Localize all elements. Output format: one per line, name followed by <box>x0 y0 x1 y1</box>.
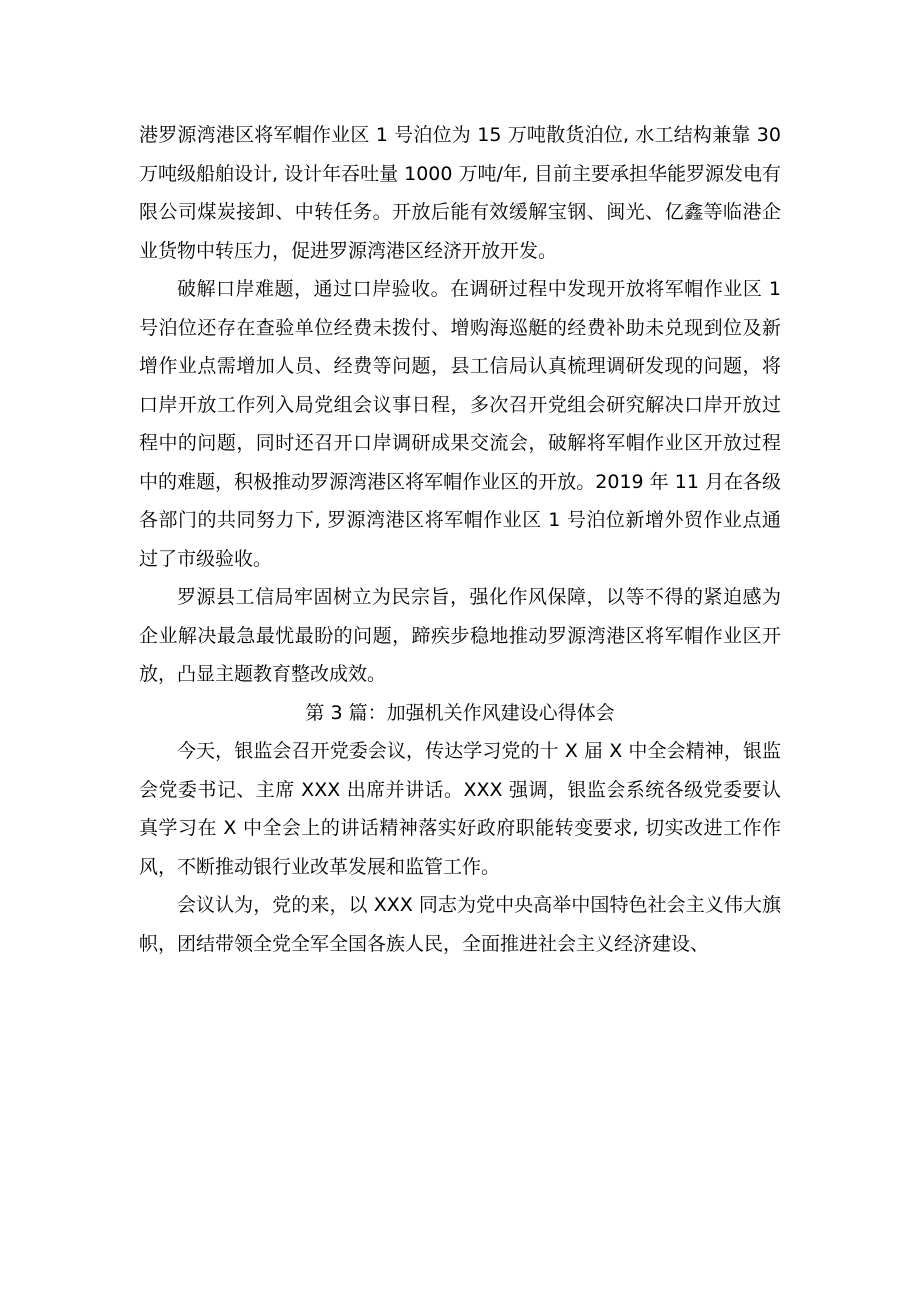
section-heading: 第 3 篇：加强机关作风建设心得体会 <box>305 701 615 724</box>
paragraph-meeting: 今天，银监会召开党委会议，传达学习党的十 X 届 X 中全会精神，银监会党委书记、主席 XXX 出席并讲话。XXX 强调，银监会系统各级党委要认真学习在 X 中全会上的讲话精神落实好政府职能转变要求, 切实改进工作作风，不断推动银行业改革发展和监管工作。 <box>139 740 781 878</box>
paragraph-work-style: 罗源县工信局牢固树立为民宗旨，强化作风保障，以等不得的紧迫感为企业解决最急最忧最盼的问题，蹄疾步稳地推动罗源湾港区将军帽作业区开放，凸显主题教育整改成效。 <box>139 586 781 685</box>
paragraph-port-overview: 港罗源湾港区将军帽作业区 1 号泊位为 15 万吨散货泊位, 水工结构兼靠 30 万吨级船舶设计, 设计年吞吐量 1000 万吨/年, 目前主要承担华能罗源发电有限公司煤炭接卸、中转任务。开放后能有效缓解宝钢、闽光、亿鑫等临港企业货物中转压力，促进罗源湾港区经济开放开发。 <box>139 124 781 262</box>
paragraph-port-acceptance: 破解口岸难题，通过口岸验收。在调研过程中发现开放将军帽作业区 1 号泊位还存在查验单位经费未拨付、增购海巡艇的经费补助未兑现到位及新增作业点需增加人员、经费等问题，县工信局认真梳理调研发现的问题，将口岸开放工作列入局党组会议事日程，多次召开党组会研究解决口岸开放过程中的问题，同时还召开口岸调研成果交流会，破解将军帽作业区开放过程中的难题，积极推动罗源湾港区将军帽作业区的开放。2019 年 11 月在各级各部门的共同努力下, 罗源湾港区将军帽作业区 1 号泊位新增外贸作业点通过了市级验收。 <box>139 278 781 570</box>
paragraph-conclusion: 会议认为，党的来，以 XXX 同志为党中央高举中国特色社会主义伟大旗帜，团结带领全党全军全国各族人民，全面推进社会主义经济建设、 <box>139 894 781 955</box>
